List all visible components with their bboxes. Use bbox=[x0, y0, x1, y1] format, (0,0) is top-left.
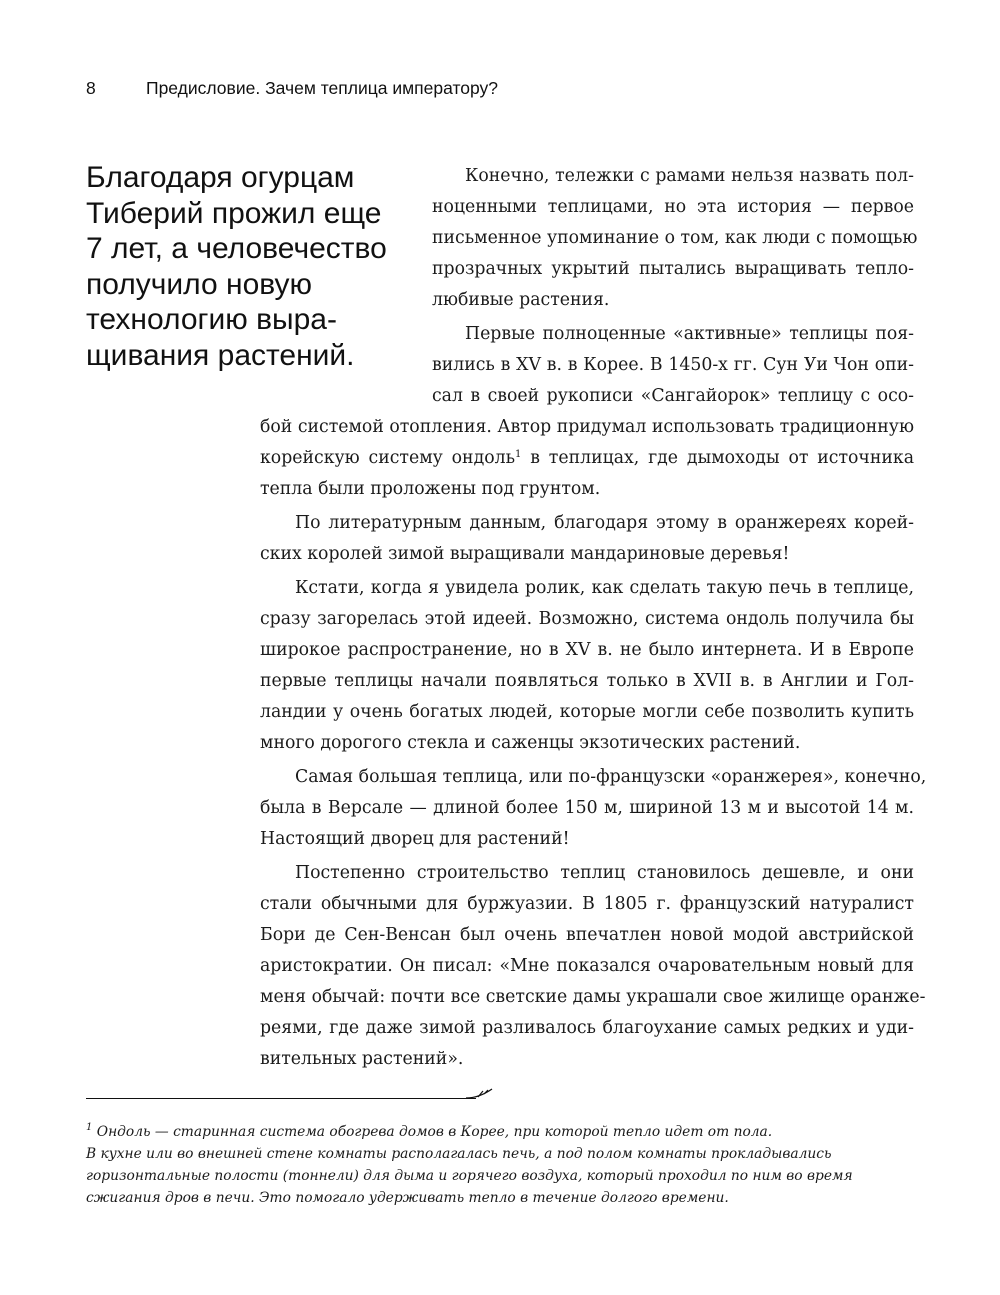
footnote-line: сжигания дров в печи. Это помогало удерживать тепло в течение долгого времени. bbox=[86, 1190, 729, 1206]
body-line: была в Версале — длиной более 150 м, шириной 13 м и высотой 14 м. bbox=[260, 798, 914, 818]
body-line: аристократии. Он писал: «Мне показался очаровательным новый для bbox=[260, 956, 914, 976]
body-line: Бори де Сен-Венсан был очень впечатлен новой модой австрийской bbox=[260, 925, 914, 945]
body-line: По литературным данным, благодаря этому в оранжереях корей- bbox=[295, 513, 914, 533]
body-line: Постепенно строительство теплиц становилось дешевле, и они bbox=[295, 863, 914, 883]
body-line: реями, где даже зимой разливалось благоухание самых редких и уди- bbox=[260, 1018, 914, 1038]
body-line: Конечно, тележки с рамами нельзя назвать пол- bbox=[465, 166, 914, 186]
body-line: меня обычай: почти все светские дамы украшали свое жилище оранже- bbox=[260, 987, 926, 1007]
footnote-divider bbox=[86, 1098, 476, 1099]
footnote-line: В кухне или во внешней стене комнаты располагалась печь, а под полом комнаты прокладывались bbox=[86, 1146, 832, 1162]
body-line: много дорогого стекла и саженцы экзотических растений. bbox=[260, 733, 801, 753]
footnote-line: горизонтальные полости (тоннели) для дыма и горячего воздуха, который проходил по ним во время bbox=[86, 1168, 853, 1184]
running-title: Предисловие. Зачем теплица императору? bbox=[146, 78, 499, 98]
body-line: ландии у очень богатых людей, которые могли себе позволить купить bbox=[260, 702, 914, 722]
body-line: тепла были проложены под грунтом. bbox=[260, 479, 601, 499]
pull-quote-line: технологию выра- bbox=[86, 303, 337, 336]
body-line: Самая большая теплица, или по-французски «оранжерея», конечно, bbox=[295, 767, 927, 787]
page-number: 8 bbox=[86, 78, 96, 98]
body-line-with-footnote bbox=[260, 448, 914, 468]
body-line: вились в XV в. в Корее. В 1450-х гг. Сун Уи Чон опи- bbox=[432, 355, 914, 375]
footnote-line bbox=[86, 1124, 772, 1140]
body-line: письменное упоминание о том, как люди с помощью bbox=[432, 228, 918, 248]
body-line: ноценными теплицами, но эта история — первое bbox=[432, 197, 914, 217]
pull-quote-line: 7 лет, а человечество bbox=[86, 232, 387, 265]
body-line: Кстати, когда я увидела ролик, как сделать такую печь в теплице, bbox=[295, 578, 914, 598]
body-line: сал в своей рукописи «Сангайорок» теплицу с осо- bbox=[432, 386, 914, 406]
body-line: сразу загорелась этой идеей. Возможно, система ондоль получила бы bbox=[260, 609, 914, 629]
pull-quote-line: получило новую bbox=[86, 267, 313, 301]
body-line: ских королей зимой выращивали мандариновые деревья! bbox=[260, 544, 790, 564]
pull-quote bbox=[86, 160, 406, 373]
body-line: любивые растения. bbox=[432, 290, 610, 310]
running-header bbox=[86, 78, 498, 99]
footnote-text: Ондоль — старинная система обогрева домов в Корее, при которой тепло идет от пола. bbox=[96, 1124, 773, 1140]
body-line: Настоящий дворец для растений! bbox=[260, 829, 570, 849]
footnote-reference: 1 bbox=[515, 449, 522, 460]
body-line-part: в теплицах, где дымоходы от источника bbox=[521, 448, 914, 468]
body-line: прозрачных укрытий пытались выращивать тепло- bbox=[432, 259, 914, 279]
body-line: стали обычными для буржуазии. В 1805 г. французский натуралист bbox=[260, 894, 914, 914]
body-line: Первые полноценные «активные» теплицы поя- bbox=[465, 324, 914, 344]
pull-quote-line: Благодаря огурцам bbox=[86, 161, 355, 194]
body-line: бой системой отопления. Автор придумал использовать традиционную bbox=[260, 417, 915, 437]
body-line-part: корейскую систему ондоль bbox=[260, 448, 516, 468]
body-line: широкое распространение, но в XV в. не было интернета. И в Европе bbox=[260, 640, 914, 660]
footnote-marker: 1 bbox=[86, 1122, 93, 1133]
pull-quote-line: щивания растений. bbox=[86, 338, 355, 372]
pull-quote-line: Тиберий прожил еще bbox=[86, 196, 382, 230]
leaf-ornament-icon bbox=[464, 1086, 494, 1102]
body-line: первые теплицы начали появляться только в XVII в. в Англии и Гол- bbox=[260, 671, 914, 691]
body-line: вительных растений». bbox=[260, 1049, 464, 1069]
